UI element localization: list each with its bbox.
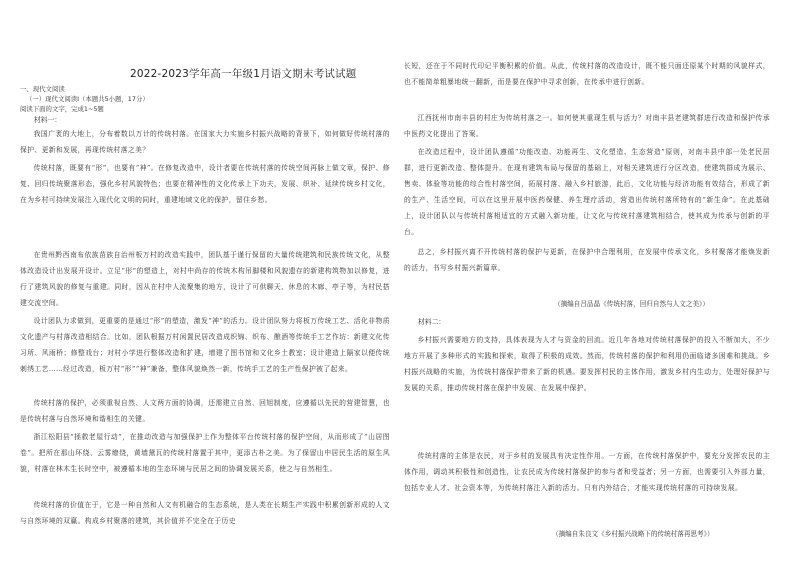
- paragraph: 传统村落，既要有“形”，也要有“神”。在修复改造中，设计者要在传统村落的传统空间再脉上做文章，保护、修复、回归传统聚落形态，强化乡村风貌特色；也要在精神性的文化传承上下功夫，发展、织补、延续传统乡村文化，在为乡村可持续发展注入现代化文明的同时，重建地域文化的保护，留住乡愁。: [20, 164, 390, 204]
- paragraph: 长短，还在于不同时代印记平衡积累的价值。从此，传统村落的改造设计，既不能只面还原某个时期的风貌样式，也不能简单粗暴地统一翻新，而是要在保护中寻求创新，在传承中进行创新。: [404, 62, 770, 86]
- section-header: 一、现代文阅读: [20, 85, 65, 93]
- source-citation-1: （摘编自吕品晶《传统村落，回归自然与人文之美》）: [554, 300, 709, 308]
- material-1-label: 材料一：: [34, 116, 62, 124]
- paragraph: 传统村落的保护，必须重视自然、人文两方面的协调，还需建立自然、回旭制度，应遵循以先民的营建智慧，也是传统村落与自然环境和谐相生的关键。: [20, 399, 390, 423]
- paragraph: 江西抚州市南丰县的村庄为传统村落之一。如何使其重现生机与活力？对南丰县老建筑群进行改造和保护传承中医药文化提出了答案。: [404, 114, 770, 138]
- paragraph: 乡村振兴需要地方的支持，具体表现为人才与资金的回流。近几年各地对传统村落保护的投入不断加大，不少地方开展了多种形式的实践和探索，取得了积极的成效。然而，传统村落的保护和利用仍面临诸多困难和挑战。乡村振兴战略的实施，为传统村落保护带来了新的机遇。要发挥村民的主体作用，激发乡村内生动力，处理好保护与发展的关系，推动传统村落在保护中发展、在发展中保护。: [404, 336, 770, 392]
- instruction-text: 阅读下面的文字，完成1~5题: [20, 105, 104, 113]
- paragraph: 传统村落的主体是农民，对于乡村的发展具有决定性作用。一方面，在传统村落保护中，要充分发挥农民的主体作用，调动其积极性和创造性，让农民成为传统村落保护的参与者和受益者；另一方面，也需要引入外部力量，包括专业人才、社会资本等，为传统村落注入新的活力。只有内外结合，才能实现传统村落的可持续发展。: [404, 452, 770, 492]
- paragraph: 浙江松阳县“拯救老屋行动”，在推动改造与加强保护上作为整体平台传统村落的保护空间，从而形成了“山居图卷”。把所在那山环绕、云雾缭绕，黄墙黛瓦的传统村落置于其中，更添古朴之美。为了保留山中居民生活的原生风貌，村落在林木生长时空中，被遵循本地的生态环境与民居之间的协调发展关系，使之与自然相生。: [20, 433, 390, 473]
- subsection-header: （一）现代文阅读Ⅰ（本题共5小题，17分）: [26, 95, 149, 103]
- source-citation-2: （摘编自朱良文《乡村振兴战略下的传统村落再思考》）: [552, 530, 714, 538]
- paragraph: 在贵州黔西南布依族苗族自治州板万村的改造实践中，团队基于谨行保留的大量传统建筑和民族传统文化，从整体改造设计出发展开设计。立足“形”的塑造上，对村中尚存的传统木构吊脚楼和风貌遗存的新建构筑物加以修复，进行了建筑风貌的修复与重建。同时，因从在村中人流聚集的地方，设计了可供聊天、休息的木廊、亭子等，为村民搭建交流空间。: [20, 251, 390, 307]
- material-2-label: 材料二：: [418, 318, 446, 326]
- paragraph: 总之，乡村振兴离不开传统村落的保护与更新，在保护中合理利用，在发展中传承文化，乡村聚落才能焕发新的活力，书写乡村振兴新篇章。: [404, 248, 770, 272]
- paragraph: 我国广袤的大地上，分布着数以万计的传统村落。在国家大力实施乡村振兴战略的背景下，如何做好传统村落的保护、更新和发展，再现传统村落之美？: [20, 130, 390, 154]
- paragraph: 传统村落的价值在于，它是一种自然和人文有机融合的生态系统，是人类在长期生产实践中积累创新形成的人文与自然环境的双赢。构成乡村聚落的建筑，其价值并不完全在于历史: [20, 501, 390, 525]
- exam-title: 2022-2023学年高一年级1月语文期末考试试题: [130, 68, 357, 80]
- paragraph: 设计团队力求做到，更重要的是通过“形”的塑造，激发“神”的活力。设计团队努力将板万传统工艺、活化非物质文化遗产与村落改造相结合。比如，团队根据万村闲置民居改造成织锦、织布、酿酒等传统手工艺作坊：新建文化传习所、风雨桥；修整戏台；对村小学进行整体改造和扩建，增建了图书馆和文化乡土教室；设计建造上隔家以便传统刺绣工艺……经过改造，板万村“形”“神”兼备，整体风貌焕然一新，传统手工艺的生产性保护被了起来。: [20, 317, 390, 373]
- paragraph: 在改造过程中，设计团队遵循“功能改造、功能再生、文化塑造、生态营造”原则，对南丰县中部一处老民居群，进行更新改造、整体提升。在现有建筑布局与保留的基础上，对相关建筑进行分区改造，使建筑群成为展示、售卖、体验等功能的综合性村落空间，拓展村落、融入乡村旅游，此后，文化功能与经济功能有效结合，形成了新的生产、生活空间，可以在这里开展中医药保健、养生理疗活动，营造出传统村落所特有的“新生命”。在此基础上，设计团队以与传统村落相适宜的方式融入新功能，让文化与传统村落建筑相结合，使其成为传承与创新的平台。: [404, 148, 770, 236]
